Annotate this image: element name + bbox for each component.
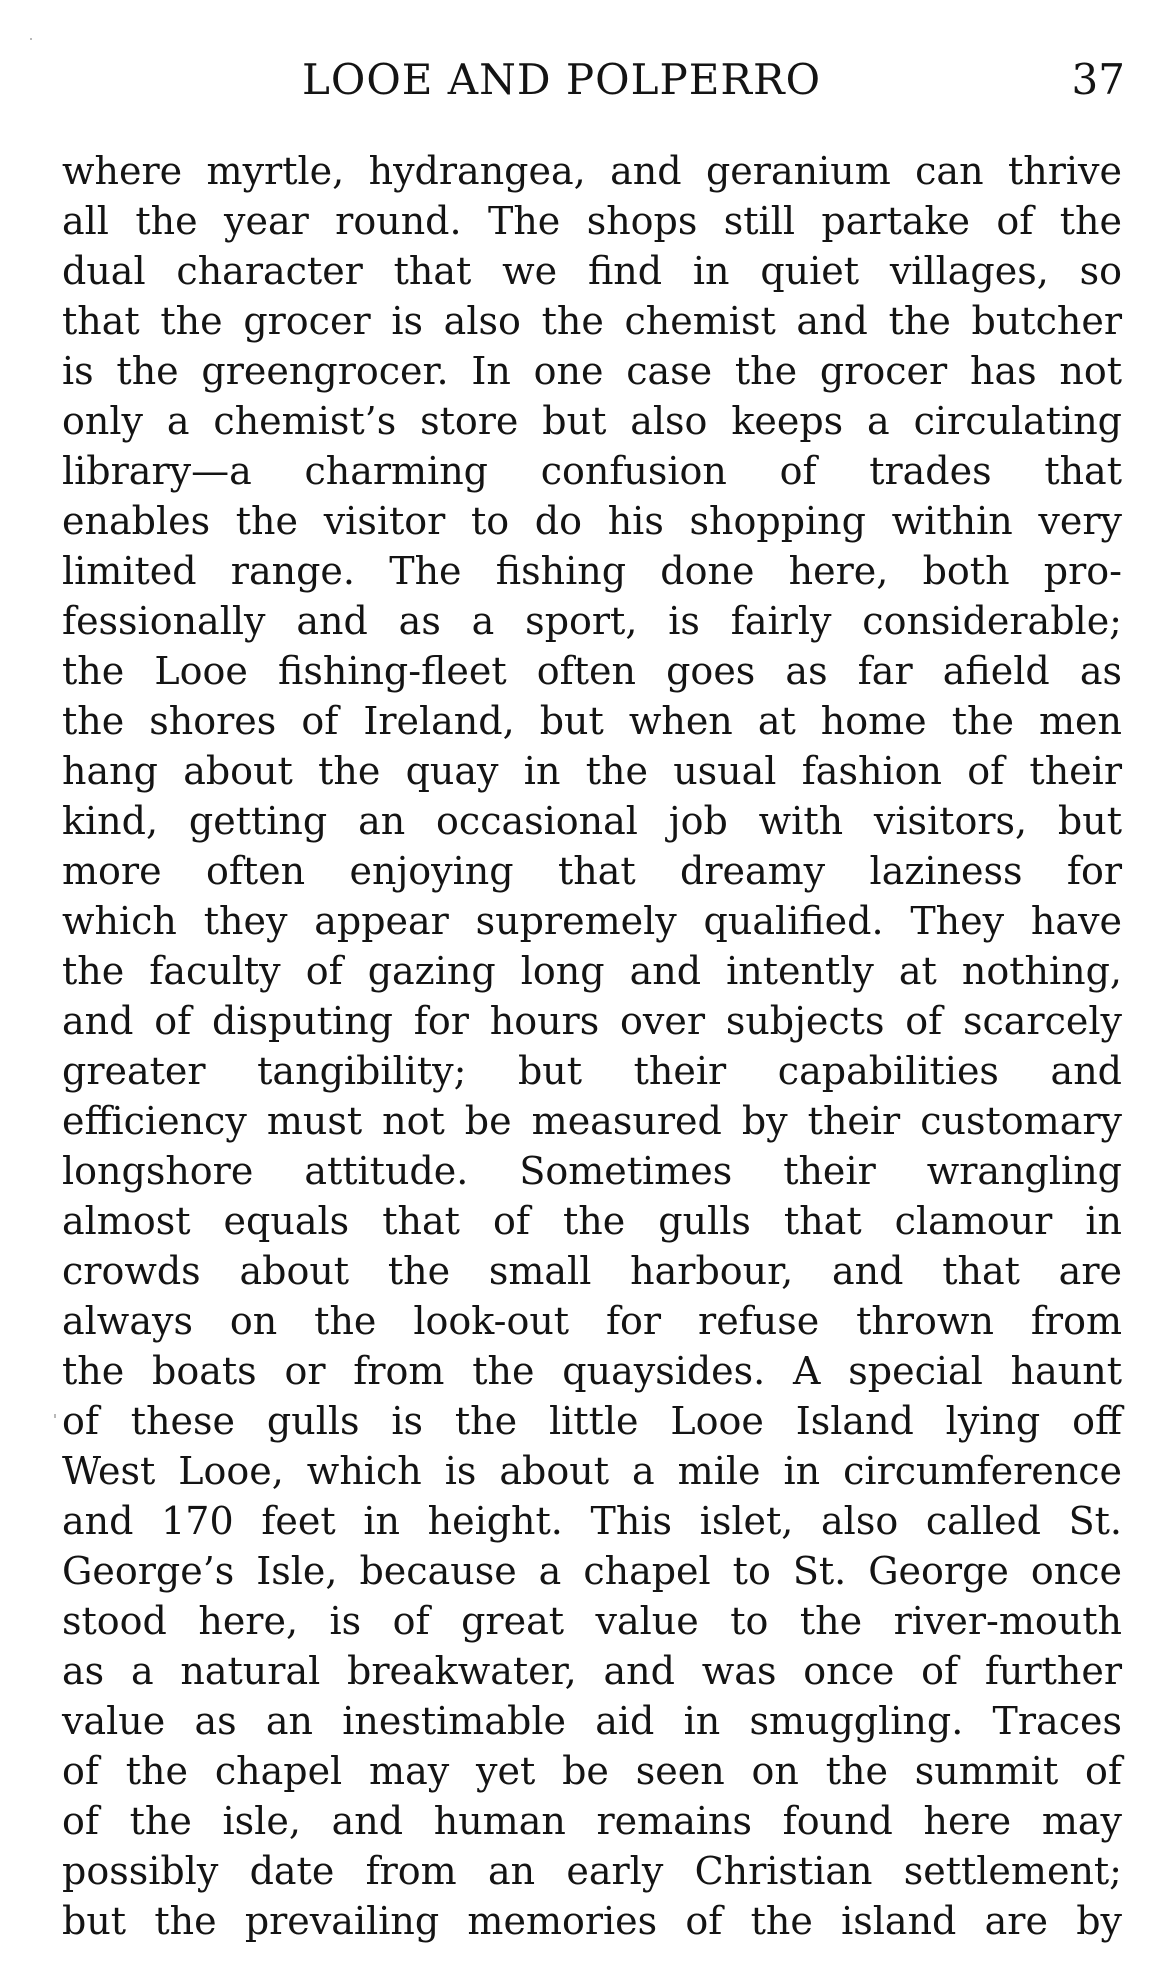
scan-speck [54,1414,56,1418]
text-line: which they appear supremely qualified. They have [62,899,1122,943]
running-header [62,52,1125,108]
text-line: greater tangibility; but their capabilities and [62,1049,1122,1093]
text-line: but the prevailing memories of the island are by [62,1899,1122,1943]
text-line: limited range. The fishing done here, both pro- [62,549,1122,593]
text-line: the faculty of gazing long and intently at nothing, [62,949,1122,993]
text-line: library—a charming confusion of trades that [62,449,1122,493]
text-line: where myrtle, hydrangea, and geranium can thrive [62,149,1122,193]
body-text [62,146,1122,1946]
text-line: is the greengrocer. In one case the grocer has not [62,349,1122,393]
scan-speck [30,38,32,40]
text-line: longshore attitude. Sometimes their wrangling [62,1149,1122,1193]
text-line: that the grocer is also the chemist and the butcher [62,299,1122,343]
text-line: always on the look-out for refuse thrown from [62,1299,1122,1343]
text-line: only a chemist’s store but also keeps a circulating [62,399,1122,443]
text-line: almost equals that of the gulls that clamour in [62,1199,1122,1243]
text-line: enables the visitor to do his shopping within very [62,499,1122,543]
text-line: West Looe, which is about a mile in circumference [62,1449,1122,1493]
text-line: and 170 feet in height. This islet, also called St. [62,1499,1122,1543]
text-line: of the chapel may yet be seen on the summit of [62,1749,1122,1793]
text-line: value as an inestimable aid in smuggling. Traces [62,1699,1122,1743]
text-line: of these gulls is the little Looe Island lying off [62,1399,1122,1443]
running-title: LOOE AND POLPERRO [302,55,822,104]
text-line: the Looe fishing-fleet often goes as far afield as [62,649,1122,693]
text-line: possibly date from an early Christian settlement; [62,1849,1122,1893]
text-line: all the year round. The shops still partake of the [62,199,1122,243]
page-number: 37 [1071,55,1125,104]
text-line: George’s Isle, because a chapel to St. George once [62,1549,1122,1593]
text-line: dual character that we find in quiet villages, so [62,249,1122,293]
text-line: efficiency must not be measured by their customary [62,1099,1122,1143]
text-line: fessionally and as a sport, is fairly considerable; [62,599,1122,643]
text-line: hang about the quay in the usual fashion of their [62,749,1122,793]
text-line: kind, getting an occasional job with visitors, but [62,799,1122,843]
text-line: the boats or from the quaysides. A special haunt [62,1349,1122,1393]
text-line: as a natural breakwater, and was once of further [62,1649,1122,1693]
text-line: crowds about the small harbour, and that are [62,1249,1122,1293]
text-line: stood here, is of great value to the river-mouth [62,1599,1122,1643]
text-line: more often enjoying that dreamy laziness for [62,849,1122,893]
text-line: and of disputing for hours over subjects of scarcely [62,999,1122,1043]
text-line: of the isle, and human remains found here may [62,1799,1122,1843]
text-line: the shores of Ireland, but when at home the men [62,699,1122,743]
